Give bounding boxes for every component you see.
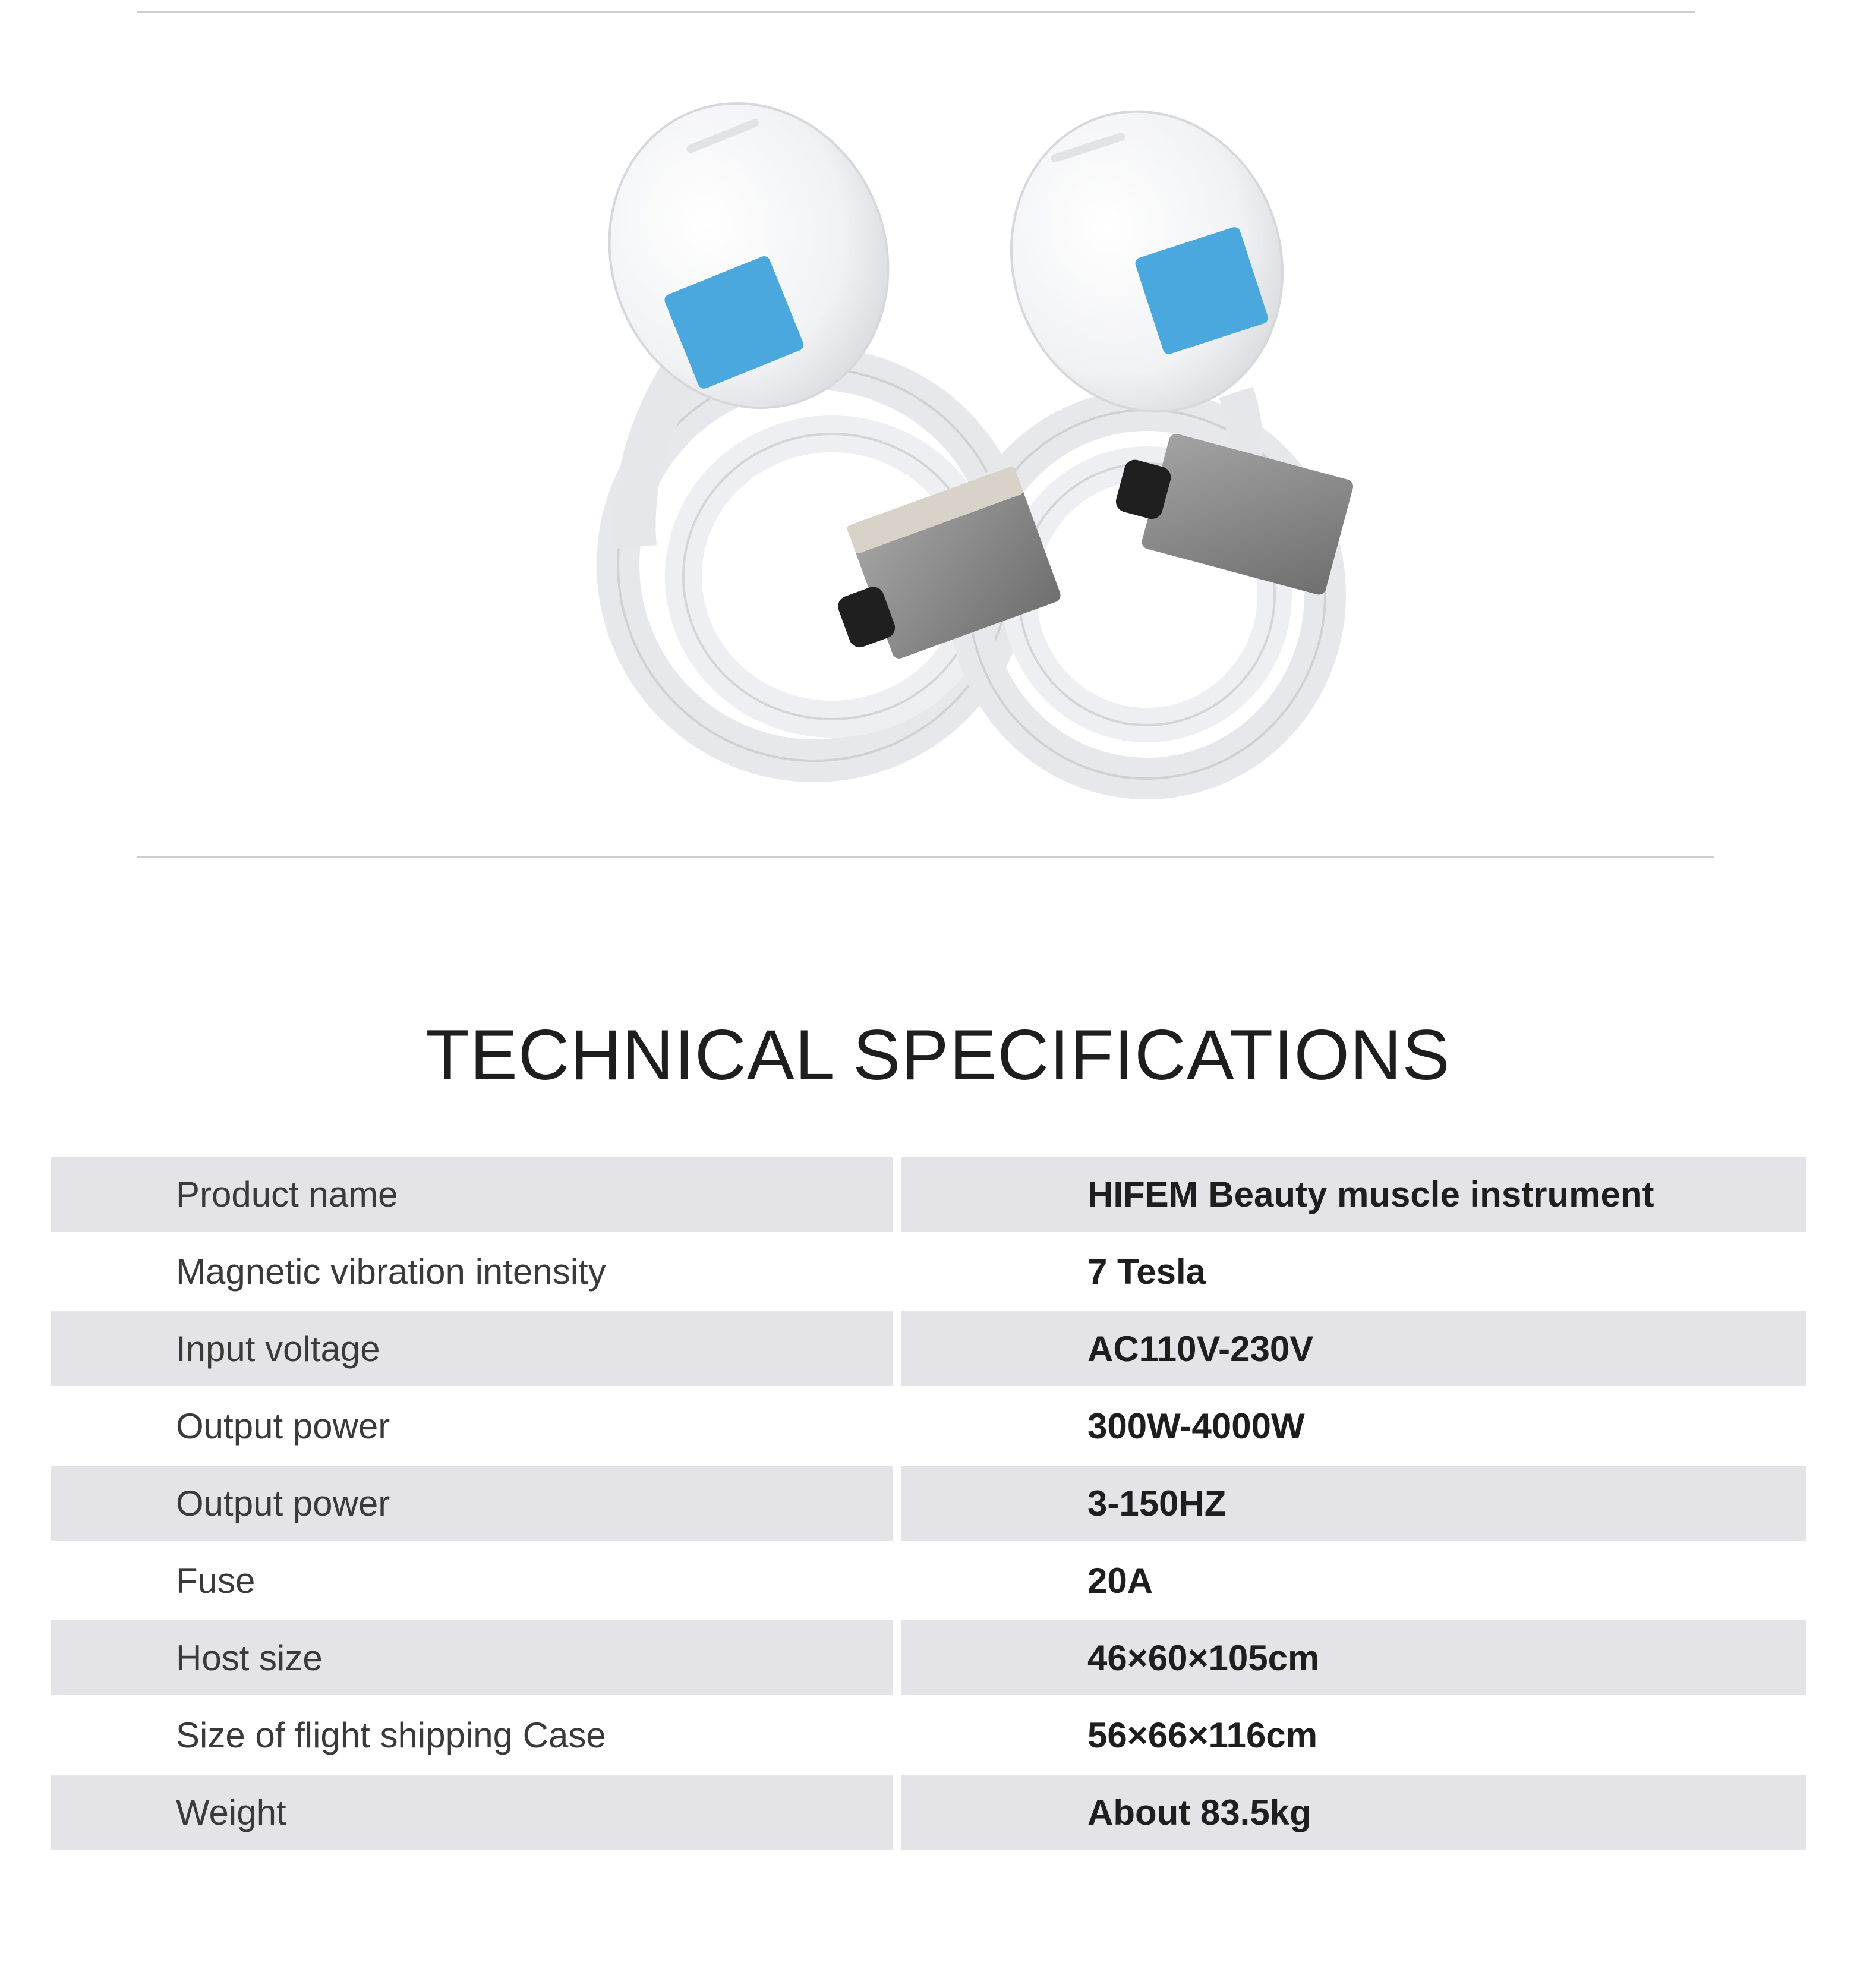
spec-label: Fuse: [176, 1560, 256, 1601]
spec-label: Output power: [51, 1466, 893, 1541]
spec-label: Host size: [51, 1620, 893, 1695]
spec-value: 46×60×105cm: [901, 1620, 1806, 1695]
spec-label: Output power: [176, 1406, 390, 1446]
right-applicator: [973, 76, 1321, 447]
spec-table: [51, 1157, 1806, 1852]
spec-row: [51, 1466, 1806, 1543]
spec-label: Input voltage: [51, 1311, 893, 1386]
spec-value: 3-150HZ: [901, 1466, 1806, 1541]
spec-row: [51, 1234, 1806, 1311]
top-divider: [137, 11, 1695, 13]
spec-value: HIFEM Beauty muscle instrument: [901, 1157, 1806, 1232]
spec-label: Product name: [51, 1157, 893, 1232]
spec-label: Magnetic vibration intensity: [176, 1251, 606, 1292]
spec-label: Weight: [51, 1775, 893, 1850]
spec-row: [51, 1543, 1806, 1620]
page-title: TECHNICAL SPECIFICATIONS: [425, 1015, 1451, 1095]
spec-row: [51, 1388, 1806, 1466]
spec-row: [51, 1311, 1806, 1388]
spec-value: 20A: [1087, 1560, 1153, 1601]
spec-row: [51, 1620, 1806, 1697]
middle-divider: [137, 856, 1714, 858]
spec-label: Size of flight shipping Case: [176, 1715, 606, 1755]
spec-row: [51, 1775, 1806, 1852]
spec-row: [51, 1697, 1806, 1775]
spec-value: 56×66×116cm: [1087, 1715, 1318, 1755]
spec-value: 300W-4000W: [1087, 1406, 1305, 1446]
spec-value: 7 Tesla: [1087, 1251, 1206, 1292]
product-photo: [535, 59, 1414, 814]
spec-value: AC110V-230V: [901, 1311, 1806, 1386]
spec-row: [51, 1157, 1806, 1234]
spec-value: About 83.5kg: [901, 1775, 1806, 1850]
